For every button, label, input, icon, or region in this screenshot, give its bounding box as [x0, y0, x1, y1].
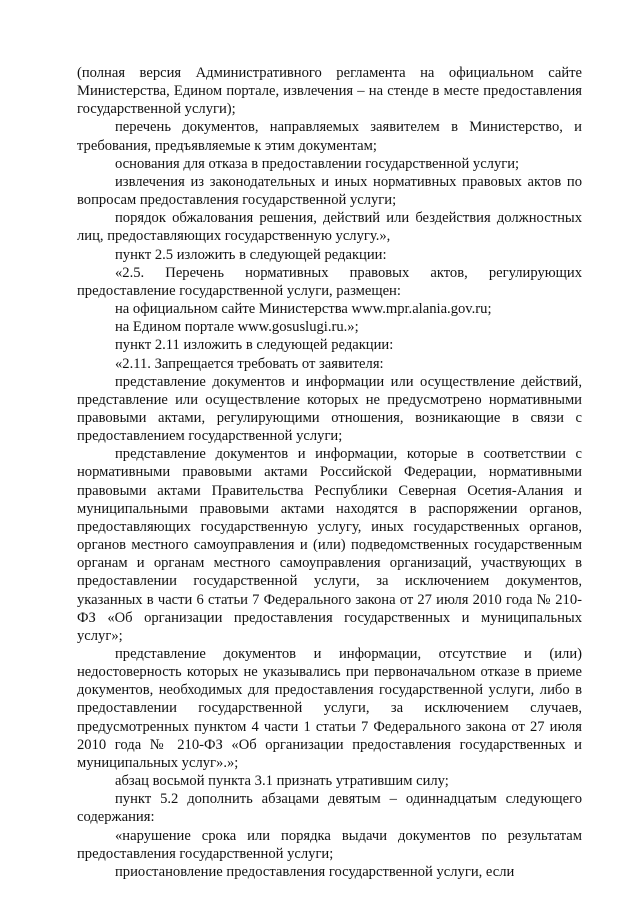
paragraph-item-5-2: пункт 5.2 дополнить абзацами девятым – одиннадцатым следующего содержания:: [77, 791, 582, 826]
paragraph-violation-deadline: «нарушение срока или порядка выдачи документов по результатам предоставления государственной услуги;: [77, 827, 582, 862]
paragraph-legal-extracts: извлечения из законодательных и иных нормативных правовых актов по вопросам предоставления государственной услуги;: [77, 173, 582, 209]
paragraph-unified-portal: на Едином портале www.gosuslugi.ru.»;: [115, 319, 359, 336]
paragraph-continuation: (полная версия Административного регламента на официальном сайте Министерства, Едином портале, извлечения – на стенде в месте предоставления государственной услуги);: [77, 65, 582, 118]
paragraph-item-2-11: «2.11. Запрещается требовать от заявителя:: [115, 355, 384, 372]
paragraph-refusal-grounds: основания для отказа в предоставлении государственной услуги;: [115, 155, 520, 172]
paragraph-prohibition-2: представление документов и информации, которые в соответствии с нормативными правовыми актами Российской Федерации, нормативными правовыми актами Правительства Республики Северная Осетия-Алания и муниципальными правовыми актами находятся в распоряжении органов, предоставляющих государственную услугу, иных государственных органов, органов местного самоуправления и (или) подведомственных государственным органам и органам местного самоуправления организаций, участвующих в предоставлении государственной услуги, за исключением документов, указанных в части 6 статьи 7 Федерального закона от 27 июля 2010 года № 210-ФЗ «Об организации предоставления государственных и муниципальных услуг»;: [77, 446, 582, 644]
document-page: [77, 64, 582, 881]
paragraph-suspension: приостановление предоставления государственной услуги, если: [115, 863, 515, 880]
paragraph-appeal-procedure: порядок обжалования решения, действий или бездействия должностных лиц, предоставляющих государственную услугу.»,: [77, 210, 582, 245]
paragraph-prohibition-1: представление документов и информации или осуществление действий, представление или осуществление которых не предусмотрено нормативными правовыми актами, регулирующими отношения, возникающие в связи с предоставлением государственной услуги;: [77, 373, 582, 445]
paragraph-documents-list: перечень документов, направляемых заявителем в Министерство, и требования, предъявляемые к этим документам;: [77, 119, 582, 154]
paragraph-ministry-site: на официальном сайте Министерства www.mpr.alania.gov.ru;: [115, 301, 492, 318]
paragraph-item-3-1: абзац восьмой пункта 3.1 признать утратившим силу;: [115, 773, 449, 790]
paragraph-item-2-5-heading: пункт 2.5 изложить в следующей редакции:: [115, 246, 387, 263]
paragraph-item-2-5: «2.5. Перечень нормативных правовых актов, регулирующих предоставление государственной услуги, размещен:: [77, 264, 582, 299]
paragraph-prohibition-3: представление документов и информации, отсутствие и (или) недостоверность которых не указывались при первоначальном отказе в приеме документов, необходимых для предоставления государственной услуги, либо в предоставлении государственной услуги, за исключением случаев, предусмотренных пунктом 4 части 1 статьи 7 Федерального закона от 27 июля 2010 года № 210-ФЗ «Об организации предоставления государственных и муниципальных услуг».»;: [77, 646, 582, 771]
paragraph-item-2-11-heading: пункт 2.11 изложить в следующей редакции:: [115, 337, 394, 354]
